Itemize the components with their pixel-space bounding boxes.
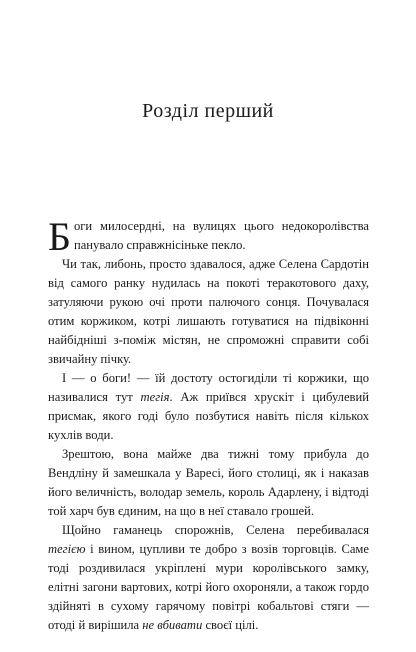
paragraph-5-text-b: і вином, цупливи те добро з возів торговців. Саме тоді роздивилася укріплені мури королівського замку, елітні загони вартових, котрі його охороняли, а також гордо здійняті в сухому гарячому повітрі кобальтові стяги — отоді й вирішила — [48, 542, 369, 632]
paragraph-5-text-a: Щойно гаманець спорожнів, Селена перебивалася — [62, 523, 369, 537]
paragraph-5 — [48, 521, 369, 635]
paragraph-3-italic: тегія — [140, 390, 170, 404]
chapter-body — [48, 214, 369, 635]
paragraph-1-text: оги милосердні, на вулицях цього недокоролівства панувало справжнісіньке пекло. — [73, 219, 369, 252]
drop-cap: Б — [48, 214, 71, 259]
paragraph-1 — [48, 214, 369, 259]
paragraph-5-italic: тегією — [48, 542, 86, 556]
paragraph-3 — [48, 369, 369, 445]
paragraph-5-text-c: своєї цілі. — [202, 618, 259, 632]
paragraph-2: Чи так, либонь, просто здавалося, адже Селена Сардотін від самого ранку нудилась на покоті теракотового даху, затуляючи рукою очі проти палючого сонця. Почувалася отим коржиком, котрі лишають готуватися на підвіконні найбідніші з-поміж містян, не спроможні справити собі звичайну пічку. — [48, 257, 369, 366]
chapter-title: Розділ перший — [142, 100, 274, 122]
paragraph-4: Зрештою, вона майже два тижні тому прибула до Вендліну й замешкала у Варесі, його столиці, як і наказав його величність, володар земель, король Адарлену, і відтоді той харч був єдиним, на що в неї ставало грошей. — [48, 447, 369, 518]
paragraph-3-text-a: І — о боги! — їй достоту остогиділи ті коржики, що називалися тут — [48, 371, 369, 404]
paragraph-5-italic-2: не вбивати — [142, 618, 203, 632]
paragraph-3-text-b: . Аж приївся хрускіт і цибулевий присмак, якого годі було позбутися навіть після кількох кухлів води. — [48, 390, 369, 442]
